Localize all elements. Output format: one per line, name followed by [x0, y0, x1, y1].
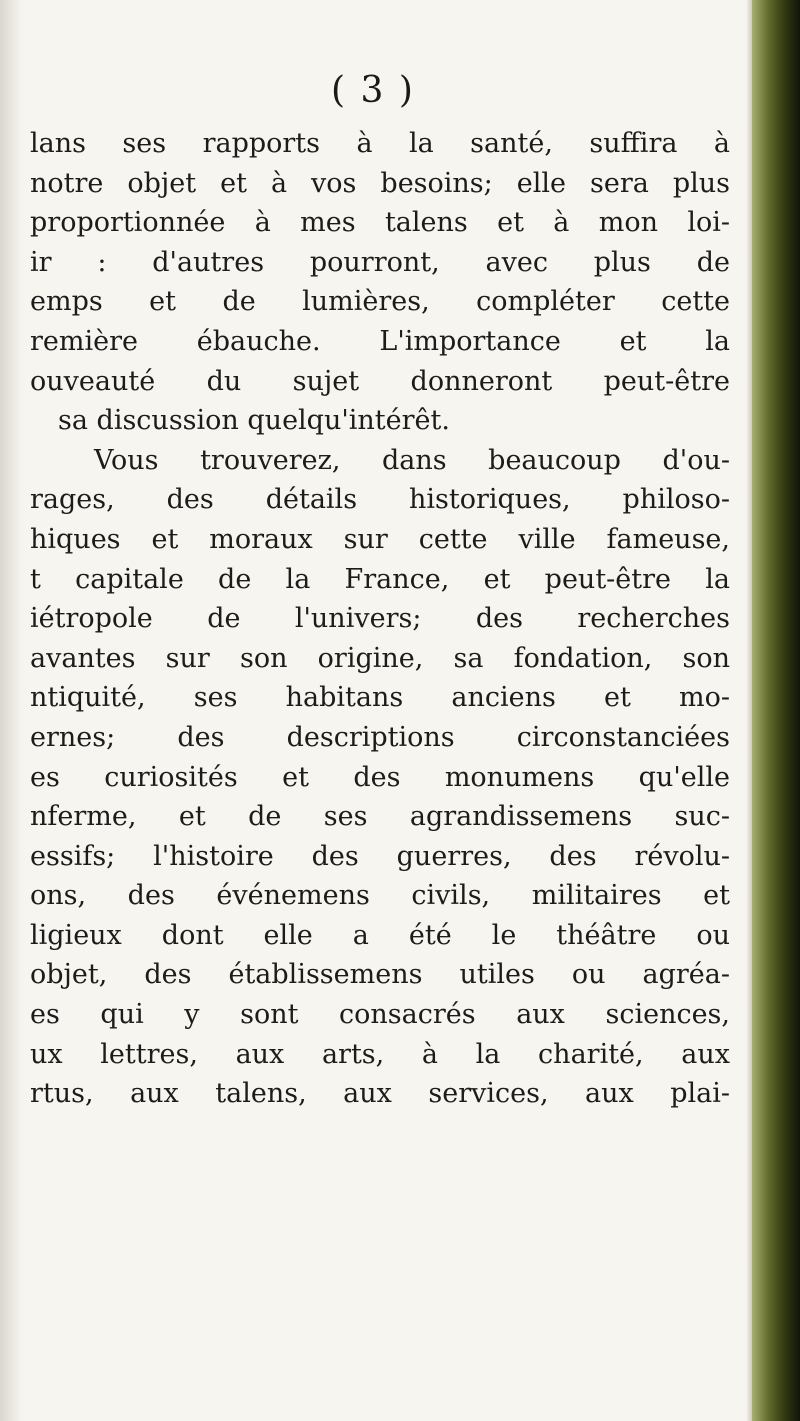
- text-line: Vous trouverez, dans beaucoup d'ou-: [94, 444, 730, 476]
- text-line: hiques et moraux sur cette ville fameuse,: [30, 523, 730, 555]
- text-line: ir : d'autres pourront, avec plus de: [30, 246, 730, 278]
- book-binding: [752, 0, 800, 1421]
- text-line: rtus, aux talens, aux services, aux plai-: [30, 1078, 730, 1110]
- text-line: essifs; l'histoire des guerres, des révolu-: [30, 840, 730, 872]
- text-line: iétropole de l'univers; des recherches: [30, 603, 730, 635]
- text-line: notre objet et à vos besoins; elle sera plus: [30, 167, 730, 199]
- text-line: ntiquité, ses habitans anciens et mo-: [30, 682, 730, 714]
- text-line: ligieux dont elle a été le théâtre ou: [30, 919, 730, 951]
- text-line: ouveauté du sujet donneront peut-être: [30, 365, 730, 397]
- text-line: remière ébauche. L'importance et la: [30, 325, 730, 357]
- text-line: ux lettres, aux arts, à la charité, aux: [30, 1038, 730, 1070]
- text-line: t capitale de la France, et peut-être la: [30, 563, 730, 595]
- page-gutter-shadow: [0, 0, 22, 1421]
- text-line: es qui y sont consacrés aux sciences,: [30, 999, 730, 1031]
- text-line: es curiosités et des monumens qu'elle: [30, 761, 730, 793]
- text-line: emps et de lumières, compléter cette: [30, 286, 730, 318]
- text-line: lans ses rapports à la santé, suffira à: [30, 128, 730, 159]
- text-line: rages, des détails historiques, philoso-: [30, 484, 730, 516]
- text-line: objet, des établissemens utiles ou agréa-: [30, 959, 730, 991]
- body-text: [30, 124, 730, 1114]
- text-line: proportionnée à mes talens et à mon loi-: [30, 207, 730, 239]
- text-line: ernes; des descriptions circonstanciées: [30, 721, 730, 753]
- text-line: ons, des événemens civils, militaires et: [30, 880, 730, 912]
- text-line: nferme, et de ses agrandissemens suc-: [30, 801, 730, 833]
- text-line: avantes sur son origine, sa fondation, son: [30, 642, 730, 674]
- text-line: sa discussion quelqu'intérêt.: [58, 405, 450, 437]
- page-number: ( 3 ): [331, 70, 415, 111]
